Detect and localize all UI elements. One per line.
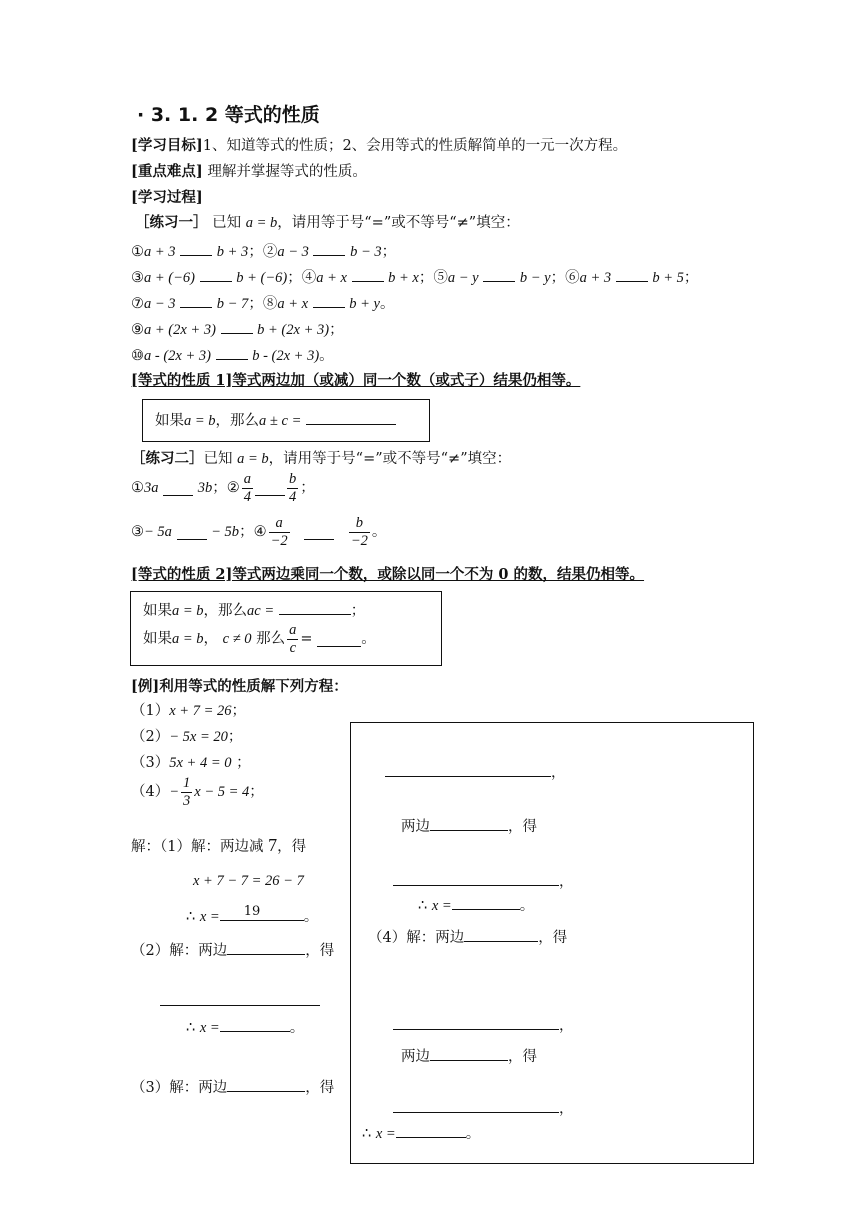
item-number: ⑥ <box>565 270 580 286</box>
exercise-1-row-4 <box>131 319 344 339</box>
box-line-5 <box>401 1046 537 1066</box>
equation: x = <box>431 898 452 914</box>
item-number: ④ <box>301 270 317 286</box>
item-number: ① <box>131 480 144 497</box>
solution-text: 解：（1）解：两边减 <box>131 839 269 855</box>
item-left: a + (2x + 3) <box>144 322 216 338</box>
answer-blank[interactable] <box>430 816 508 831</box>
formula-text: 那么 <box>256 631 286 648</box>
item-end: 。 <box>380 296 395 312</box>
page-title: · 3. 1. 2 等式的性质 <box>137 104 320 126</box>
item-number: ③ <box>131 270 144 286</box>
fraction <box>287 622 298 658</box>
item-end: ； <box>683 270 699 286</box>
box-line-2 <box>401 816 537 836</box>
formula-math: c ≠ 0 <box>222 631 252 648</box>
item-left: a + (−6) <box>144 270 195 286</box>
box-answer-3 <box>418 895 534 915</box>
item-end: ； <box>239 524 254 541</box>
equation-number: （3） <box>131 755 170 771</box>
solution-text: 两边 <box>401 819 430 835</box>
item-right: b + y <box>349 296 380 312</box>
numerator: a <box>289 622 297 638</box>
item-number: ② <box>262 244 278 260</box>
therefore-symbol: ∴ <box>186 1020 196 1036</box>
equation-end: ； <box>249 784 264 801</box>
answer-blank[interactable] <box>313 293 345 308</box>
formula-text: 如果 <box>155 413 184 429</box>
learning-goal <box>131 137 627 155</box>
answer-blank[interactable] <box>180 241 212 256</box>
answer-blank[interactable] <box>227 940 305 955</box>
item-number: ⑩ <box>131 348 144 364</box>
property-1-formula <box>155 410 396 430</box>
item-left: a + 3 <box>144 244 176 260</box>
equation: x = <box>199 1020 220 1036</box>
therefore-symbol: ∴ <box>418 898 428 914</box>
goal-text: 1、知道等式的性质；2、会用等式的性质解简单的一元一次方程。 <box>202 138 628 154</box>
item-number: ② <box>226 480 240 497</box>
item-number: ③ <box>131 524 144 541</box>
exercise-1-row-5 <box>131 345 334 365</box>
item-number: ⑨ <box>131 322 144 338</box>
formula-math: a = b <box>184 413 216 429</box>
answer-blank[interactable] <box>177 525 207 540</box>
item-right: b + (−6) <box>236 270 288 286</box>
answer-blank[interactable] <box>313 241 345 256</box>
denominator: −2 <box>270 533 288 550</box>
numerator: a <box>243 471 251 487</box>
property-2-formula-2 <box>143 622 376 658</box>
item-right: b − y <box>519 270 551 286</box>
key-points <box>131 163 367 181</box>
answer-blank[interactable] <box>221 319 253 334</box>
answer-blank[interactable] <box>306 410 396 425</box>
item-end: ； <box>329 322 344 338</box>
exercise-2-row-2 <box>131 515 386 551</box>
formula-math: a ± c = <box>259 413 302 429</box>
answer-blank[interactable] <box>430 1046 508 1061</box>
solution-2-heading <box>131 940 334 960</box>
item-end: 。 <box>371 524 387 541</box>
item-right: b + x <box>388 270 419 286</box>
item-end: ； <box>248 244 263 260</box>
solution-text: （4）解：两边 <box>368 930 465 946</box>
answer-blank[interactable] <box>180 293 212 308</box>
numerator: b <box>355 515 363 531</box>
item-number: ⑧ <box>262 296 278 312</box>
box-answer-4 <box>362 1123 480 1143</box>
item-end: ； <box>418 270 434 286</box>
solution-3-heading <box>131 1077 334 1097</box>
answer-blank[interactable] <box>317 632 361 647</box>
period: 。 <box>303 909 319 925</box>
answer-value: 19 <box>243 904 261 919</box>
process-heading: [学习过程] <box>131 189 203 206</box>
item-number: ④ <box>253 524 267 541</box>
item-left: a + x <box>277 296 309 312</box>
item-left: a − 3 <box>144 296 176 312</box>
comma: ， <box>559 1018 574 1034</box>
denominator: 4 <box>288 489 297 506</box>
answer-blank[interactable] <box>279 600 351 615</box>
solution-text: （2）解：两边 <box>131 943 228 959</box>
answer-blank[interactable] <box>227 1077 305 1092</box>
denominator: 4 <box>243 489 251 506</box>
item-end: 。 <box>319 348 334 364</box>
item-right: b − 3 <box>350 244 382 260</box>
period: 。 <box>289 1020 305 1036</box>
numerator: 1 <box>183 775 191 791</box>
solution-1-step: x + 7 − 7 = 26 − 7 <box>193 873 304 889</box>
item-left: 3a <box>144 480 159 497</box>
item-end: ； <box>381 244 397 260</box>
property-2-statement: [等式的性质 2]等式两边乘同一个数，或除以同一个不为 0 的数，结果仍相等。 <box>131 566 645 583</box>
exercise-2-prompt-b: ，请用等于号“=”或不等号“≠”填空： <box>268 451 512 467</box>
comma: ， <box>559 1101 574 1117</box>
comma: ， <box>559 874 574 890</box>
item-end: ； <box>248 296 263 312</box>
box-line-4 <box>393 1015 574 1035</box>
item-end: ； <box>300 480 315 497</box>
answer-blank[interactable] <box>220 1017 290 1032</box>
answer-blank[interactable] <box>304 525 334 540</box>
item-number: ① <box>131 244 144 260</box>
answer-blank[interactable] <box>385 762 551 777</box>
denominator: c <box>287 639 298 657</box>
item-left: a - (2x + 3) <box>144 348 211 364</box>
solution-text: 两边 <box>401 1049 430 1065</box>
answer-blank[interactable] <box>163 481 193 496</box>
solution-text: ，得 <box>277 839 307 855</box>
key-tag: [重点难点] <box>131 163 203 180</box>
equation: x = <box>199 909 220 925</box>
solution-text: ，得 <box>508 819 537 835</box>
solution-text: ，得 <box>305 943 335 959</box>
item-right: b − 7 <box>216 296 249 312</box>
fraction <box>242 471 253 507</box>
solution-text: （3）解：两边 <box>131 1080 228 1096</box>
solution-2-answer <box>186 1017 304 1037</box>
formula-text: 如果 <box>143 603 172 619</box>
solution-text: ，得 <box>508 1049 537 1065</box>
fraction <box>287 471 298 507</box>
numerator: b <box>288 471 297 487</box>
formula-end: 。 <box>361 631 376 648</box>
denominator: −2 <box>350 533 368 550</box>
exercise-1-prompt <box>135 214 520 232</box>
item-left: a + x <box>316 270 347 286</box>
equation-end: ； <box>227 729 243 745</box>
solution-1-answer <box>186 906 318 926</box>
therefore-symbol: ∴ <box>186 909 196 925</box>
formula-text: ，那么 <box>215 413 260 429</box>
item-left: − 5a <box>144 524 172 541</box>
example-equation-3 <box>131 755 251 772</box>
item-left: a − y <box>447 270 479 286</box>
answer-blank[interactable] <box>396 1123 466 1138</box>
item-left: a + 3 <box>579 270 612 286</box>
equation-end: ； <box>231 703 246 719</box>
example-equation-2 <box>131 729 242 746</box>
box-line-1 <box>385 762 566 782</box>
answer-blank[interactable] <box>452 895 520 910</box>
equation: x + 7 = 26 <box>169 703 232 719</box>
solution-number: 7 <box>268 835 278 855</box>
numerator: a <box>275 515 283 531</box>
item-right: − 5b <box>211 524 240 541</box>
formula-text: ，那么 <box>203 603 248 619</box>
key-text: 理解并掌握等式的性质。 <box>202 164 367 180</box>
item-number: ⑤ <box>433 270 448 286</box>
item-right: b + 5 <box>652 270 684 286</box>
denominator: 3 <box>183 793 191 810</box>
exercise-2-prompt-a: 已知 <box>203 451 233 467</box>
equation: 5x + 4 = 0 <box>169 755 232 771</box>
answer-blank[interactable] <box>616 267 648 282</box>
equation: − 5x = 20 <box>169 729 228 745</box>
item-end: ； <box>212 480 227 497</box>
answer-blank[interactable] <box>464 927 538 942</box>
example-heading: [例]利用等式的性质解下列方程： <box>131 678 348 695</box>
answer-blank[interactable] <box>483 267 515 282</box>
equation-end: ； <box>231 755 251 771</box>
exercise-1-prompt-b: ，请用等于号“=”或不等号“≠”填空： <box>277 215 520 231</box>
item-right: b + 3 <box>216 244 249 260</box>
equation-number: （2） <box>131 729 170 745</box>
exercise-2-row-1 <box>131 471 315 507</box>
answer-blank[interactable] <box>220 906 304 921</box>
goal-tag: [学习目标] <box>131 137 203 154</box>
formula-end: ； <box>350 603 366 619</box>
solution-text: ，得 <box>305 1080 335 1096</box>
formula-math: a = b <box>172 603 204 619</box>
solution-text: ，得 <box>538 930 568 946</box>
therefore-symbol: ∴ <box>362 1126 372 1142</box>
item-right: b - (2x + 3) <box>252 348 320 364</box>
fraction <box>181 775 192 811</box>
equation: x = <box>375 1126 396 1142</box>
item-number: ⑦ <box>131 296 144 312</box>
comma: ， <box>551 765 566 781</box>
exercise-1-row-2 <box>131 267 698 287</box>
answer-blank[interactable] <box>393 871 559 886</box>
answer-blank[interactable] <box>352 267 384 282</box>
answer-blank[interactable] <box>393 1015 559 1030</box>
solution-1-heading <box>131 835 306 857</box>
box-line-3 <box>393 871 574 891</box>
formula-text: ， <box>203 631 219 648</box>
example-equation-4 <box>131 775 264 811</box>
box-line-6 <box>393 1098 574 1118</box>
formula-math: ac = <box>247 603 275 619</box>
solution-4-heading <box>368 927 567 947</box>
exercise-2-heading: ［练习二］ <box>131 450 204 467</box>
exercise-2-prompt <box>131 450 511 468</box>
item-right: 3b <box>197 480 213 497</box>
item-right: b + (2x + 3) <box>257 322 330 338</box>
property-1-statement: [等式的性质 1]等式两边加（或减）同一个数（或式子）结果仍相等。 <box>131 372 581 389</box>
equation-number: （1） <box>131 703 170 719</box>
exercise-1-prompt-a: 已知 <box>212 215 242 231</box>
formula-math: = <box>300 631 313 648</box>
period: 。 <box>519 898 535 914</box>
equation: − <box>169 784 180 801</box>
fraction <box>349 515 370 551</box>
exercise-1-row-3 <box>131 293 395 313</box>
fraction <box>269 515 290 551</box>
exercise-1-row-1 <box>131 241 396 261</box>
solution-2-work-line[interactable] <box>160 1005 320 1006</box>
equation-number: （4） <box>131 784 170 801</box>
property-2-formula-1 <box>143 600 365 620</box>
example-equation-1 <box>131 703 246 720</box>
item-end: ； <box>550 270 566 286</box>
exercise-2-ab: a = b <box>237 451 269 467</box>
answer-blank[interactable] <box>393 1098 559 1113</box>
answer-blank[interactable] <box>216 345 248 360</box>
item-left: a − 3 <box>277 244 309 260</box>
formula-text: 如果 <box>143 631 172 648</box>
formula-math: a = b <box>172 631 204 648</box>
item-end: ； <box>287 270 302 286</box>
exercise-1-ab: a = b <box>245 215 278 231</box>
period: 。 <box>465 1126 481 1142</box>
answer-blank[interactable] <box>200 267 232 282</box>
equation: x − 5 = 4 <box>194 784 250 801</box>
exercise-1-heading: ［练习一］ <box>135 214 208 231</box>
answer-blank[interactable] <box>255 481 285 496</box>
